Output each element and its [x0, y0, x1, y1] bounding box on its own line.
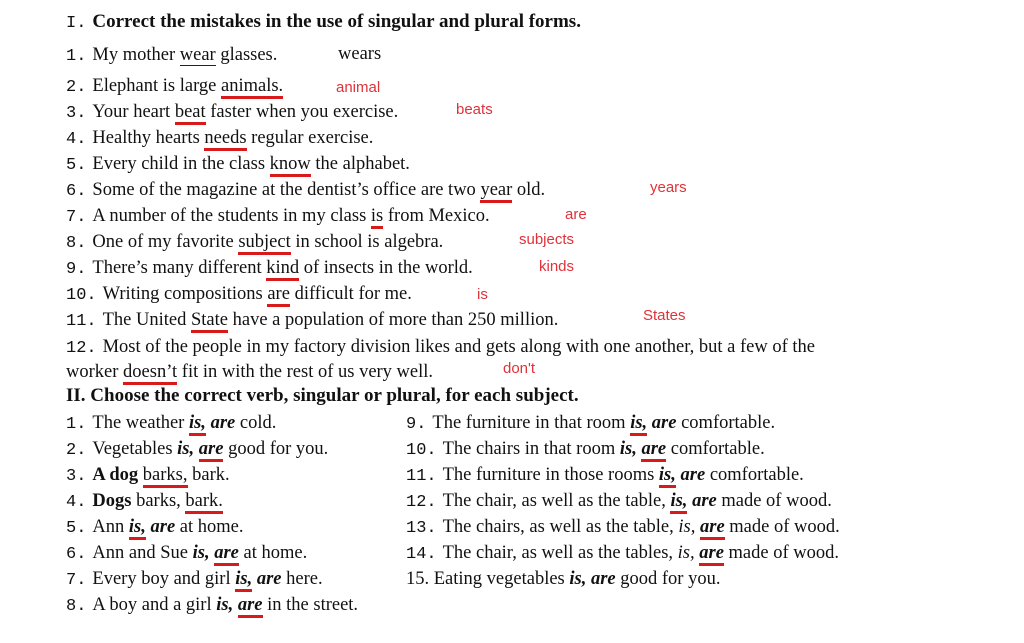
s2-item-9: 9. The furniture in that room is, are comfortable.	[406, 413, 776, 434]
section-2-heading: II. Choose the correct verb, singular or plural, for each subject.	[66, 385, 579, 406]
answer-6: years	[650, 179, 687, 196]
s2-item-5: 5. Ann is, are at home.	[66, 517, 244, 538]
s2-item-10: 10. The chairs in that room is, are comfortable.	[406, 439, 765, 460]
s2-item-6: 6. Ann and Sue is, are at home.	[66, 543, 308, 564]
item-6: 6. Some of the magazine at the dentist’s office are two year old.	[66, 180, 546, 201]
s2-item-1: 1. The weather is, are cold.	[66, 413, 277, 434]
answer-10: is	[477, 286, 488, 303]
item-8: 8. One of my favorite subject in school is algebra.	[66, 232, 444, 253]
answer-7: are	[565, 206, 587, 223]
item-9: 9. There’s many different kind of insects in the world.	[66, 258, 473, 279]
item-12: 12. Most of the people in my factory division likes and gets along with one another, but a few of the	[66, 337, 815, 358]
item-1: 1. My mother wear glasses.	[66, 45, 278, 66]
s2-item-14: 14. The chair, as well as the tables, is, are made of wood.	[406, 543, 840, 564]
item-12-continued: worker doesn’t fit in with the rest of us very well.	[66, 360, 433, 384]
answer-1: wears	[338, 44, 382, 64]
s2-item-2: 2. Vegetables is, are good for you.	[66, 439, 329, 460]
s2-item-15: 15. Eating vegetables is, are good for you.	[406, 569, 721, 589]
item-3: 3. Your heart beat faster when you exercise.	[66, 102, 399, 123]
s2-item-4: 4. Dogs barks, bark.	[66, 491, 223, 512]
answer-2: animal	[336, 79, 381, 96]
answer-9: kinds	[539, 258, 575, 275]
item-7: 7. A number of the students in my class is from Mexico.	[66, 206, 490, 227]
item-10: 10. Writing compositions are difficult for me.	[66, 284, 412, 305]
item-2: 2. Elephant is large animals.	[66, 76, 284, 97]
answer-8: subjects	[519, 231, 575, 248]
answer-12: don't	[503, 360, 536, 377]
s2-item-12: 12. The chair, as well as the table, is, are made of wood.	[406, 491, 832, 512]
item-4: 4. Healthy hearts needs regular exercise.	[66, 128, 374, 149]
section-1-heading: I. Correct the mistakes in the use of singular and plural forms.	[66, 11, 581, 33]
s2-item-8: 8. A boy and a girl is, are in the street.	[66, 595, 359, 616]
s2-item-7: 7. Every boy and girl is, are here.	[66, 569, 323, 590]
item-5: 5. Every child in the class know the alphabet.	[66, 154, 410, 175]
s2-item-11: 11. The furniture in those rooms is, are comfortable.	[406, 465, 804, 486]
s2-item-13: 13. The chairs, as well as the table, is, are made of wood.	[406, 517, 840, 538]
answer-3: beats	[456, 101, 493, 118]
answer-11: States	[643, 307, 686, 324]
s2-item-3: 3. A dog barks, bark.	[66, 465, 230, 486]
item-11: 11. The United State have a population of more than 250 million.	[66, 310, 559, 331]
